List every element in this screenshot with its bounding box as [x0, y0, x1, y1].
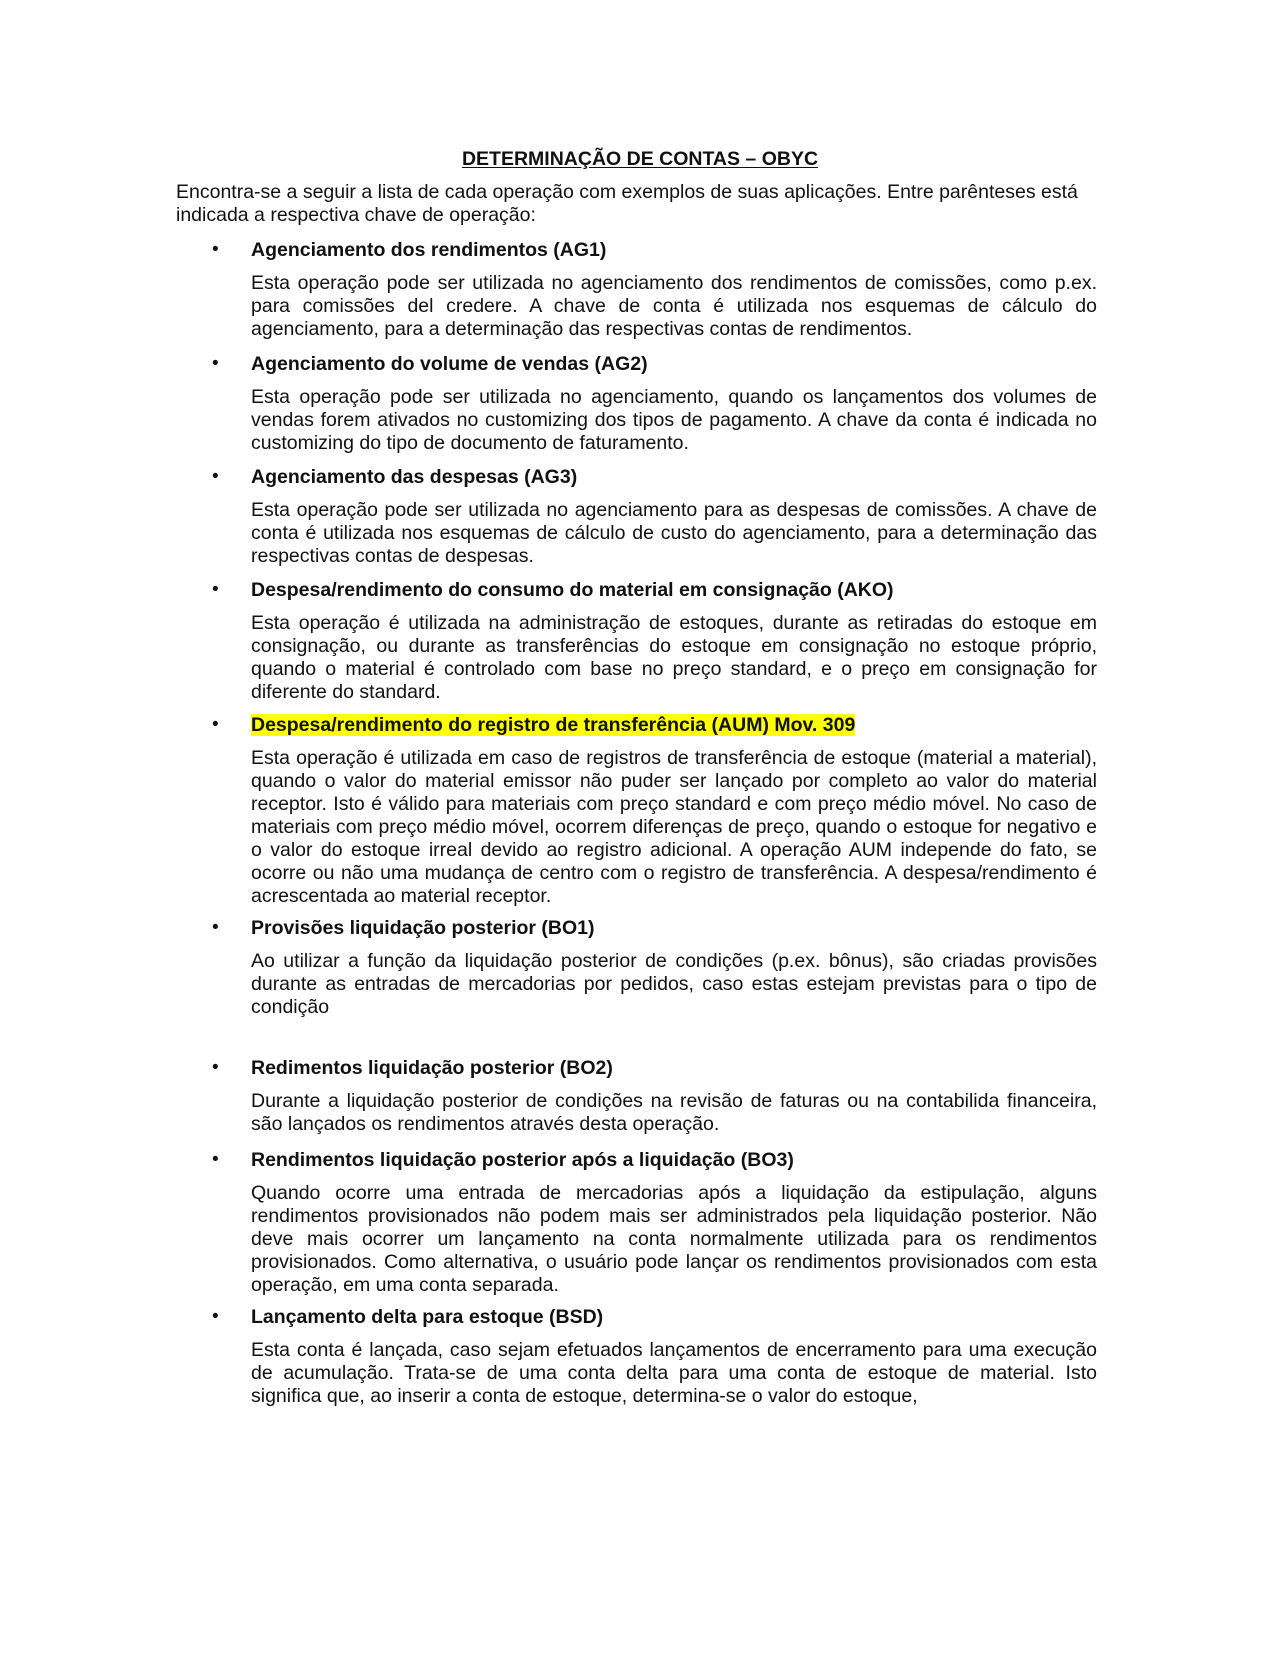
list-item	[0, 238, 1280, 352]
bullet-icon: •	[212, 579, 219, 600]
section-heading: Lançamento delta para estoque (BSD)	[251, 1306, 604, 1328]
section-heading: Despesa/rendimento do consumo do material em consignação (AKO)	[251, 579, 894, 601]
highlighted-heading-text: Despesa/rendimento do registro de transferência (AUM) Mov. 309	[251, 714, 856, 736]
list-item	[0, 578, 1280, 713]
list-item	[0, 1305, 1280, 1415]
operations-list	[0, 238, 1280, 1415]
section-body: Durante a liquidação posterior de condições na revisão de faturas ou na contabilida financeira, são lançados os rendimentos através desta operação.	[251, 1090, 1097, 1135]
section-body: Ao utilizar a função da liquidação posterior de condições (p.ex. bônus), são criadas provisões durante as entradas de mercadorias por pedidos, caso estas estejam previstas para o tipo de condição	[251, 950, 1097, 1018]
list-item	[0, 465, 1280, 578]
bullet-icon: •	[212, 714, 219, 735]
bullet-icon: •	[212, 1306, 219, 1327]
section-heading: Redimentos liquidação posterior (BO2)	[251, 1057, 613, 1079]
bullet-icon: •	[212, 353, 219, 374]
list-item	[0, 713, 1280, 916]
section-body: Esta operação pode ser utilizada no agenciamento, quando os lançamentos dos volumes de vendas forem ativados no customizing dos tipos de pagamento. A chave da conta é indicada no customizing do tipo de documento de faturamento.	[251, 386, 1097, 454]
section-heading: Provisões liquidação posterior (BO1)	[251, 917, 595, 939]
section-heading: Agenciamento dos rendimentos (AG1)	[251, 239, 607, 261]
section-body: Esta operação pode ser utilizada no agenciamento para as despesas de comissões. A chave de conta é utilizada nos esquemas de cálculo de custo do agenciamento, para a determinação das respectivas contas de despesas.	[251, 499, 1097, 567]
intro-paragraph: Encontra-se a seguir a lista de cada operação com exemplos de suas aplicações. Entre parênteses está indicada a respectiva chave de operação:	[176, 181, 1078, 226]
bullet-icon: •	[212, 1149, 219, 1170]
section-body: Esta operação pode ser utilizada no agenciamento dos rendimentos de comissões, como p.ex. para comissões del credere. A chave de conta é utilizada nos esquemas de cálculo do agenciamento, para a determinação das respectivas contas de rendimentos.	[251, 272, 1097, 340]
list-item	[0, 916, 1280, 1056]
section-heading: Agenciamento das despesas (AG3)	[251, 466, 578, 488]
bullet-icon: •	[212, 466, 219, 487]
section-body: Esta conta é lançada, caso sejam efetuados lançamentos de encerramento para uma execução de acumulação. Trata-se de uma conta delta para uma conta de estoque de material. Isto significa que, ao inserir a conta de estoque, determina-se o valor do estoque,	[251, 1339, 1097, 1407]
section-heading	[251, 713, 1097, 737]
list-item	[0, 1056, 1280, 1148]
section-body: Quando ocorre uma entrada de mercadorias após a liquidação da estipulação, alguns rendimentos provisionados não podem mais ser administrados pela liquidação posterior. Não deve mais ocorrer um lançamento na conta normalmente utilizada para os rendimentos provisionados. Como alternativa, o usuário pode lançar os rendimentos provisionados com esta operação, em uma conta separada.	[251, 1182, 1097, 1296]
section-body: Esta operação é utilizada na administração de estoques, durante as retiradas do estoque em consignação, ou durante as transferências do estoque em consignação no estoque próprio, quando o material é controlado com base no preço standard, e o preço em consignação for diferente do standard.	[251, 612, 1097, 703]
section-body: Esta operação é utilizada em caso de registros de transferência de estoque (material a material), quando o valor do material emissor não puder ser lançado por completo ao valor do material receptor. Isto é válido para materiais com preço standard e com preço médio móvel. No caso de materiais com preço médio móvel, ocorrem diferenças de preço, quando o estoque for negativo e o valor do estoque irreal devido ao registro adicional. A operação AUM independe do fato, se ocorre ou não uma mudança de centro com o registro de transferência. A despesa/rendimento é acrescentada ao material receptor.	[251, 747, 1097, 907]
section-heading: Agenciamento do volume de vendas (AG2)	[251, 353, 648, 375]
bullet-icon: •	[212, 917, 219, 938]
list-item	[0, 1148, 1280, 1305]
section-heading: Rendimentos liquidação posterior após a liquidação (BO3)	[251, 1149, 794, 1171]
bullet-icon: •	[212, 1057, 219, 1078]
bullet-icon: •	[212, 239, 219, 260]
document-title: DETERMINAÇÃO DE CONTAS – OBYC	[461, 148, 819, 170]
list-item	[0, 352, 1280, 465]
